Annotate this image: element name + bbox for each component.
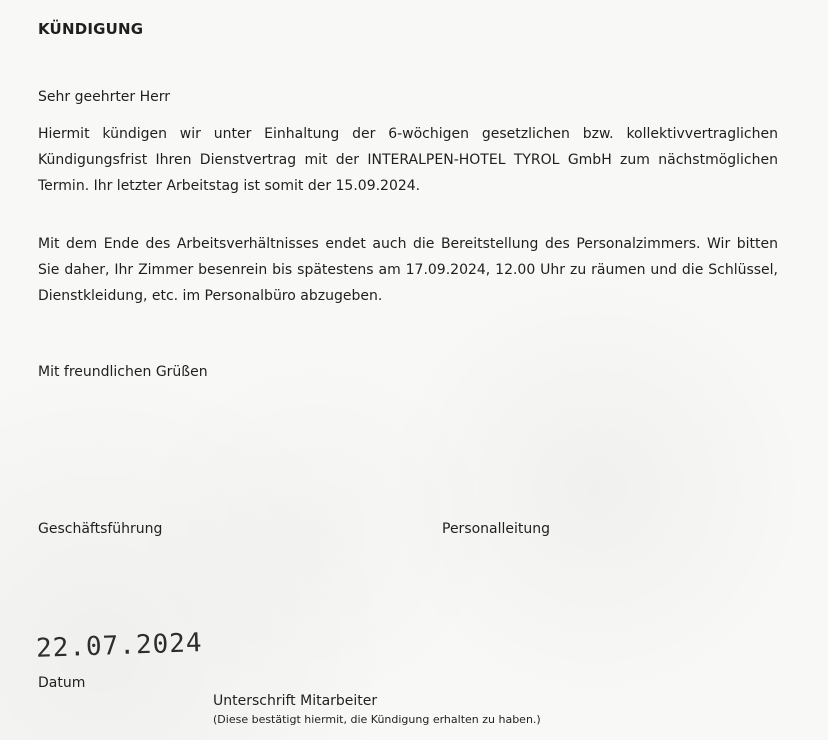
paragraph-1: Hiermit kündigen wir unter Einhaltung der 6-wöchigen gesetzlichen bzw. kollektivvertraglichen Kündigungsfrist Ihren Dienstvertrag mit der INTERALPEN-HOTEL TYROL GmbH zum nächstmöglichen Termin. Ihr letzter Arbeitstag ist somit der 15.09.2024. — [38, 126, 778, 194]
signature-label-hr: Personalleitung — [442, 521, 551, 537]
handwritten-date: 22.07.2024 — [35, 628, 204, 664]
signature-label-management: Geschäftsführung — [38, 521, 163, 537]
employee-signature-note: (Diese bestätigt hiermit, die Kündigung erhalten zu haben.) — [213, 713, 541, 726]
paragraph-2: Mit dem Ende des Arbeitsverhältnisses endet auch die Bereitstellung des Personalzimmers. Wir bitten Sie daher, Ihr Zimmer besenrein bis spätestens am 17.09.2024, 12.00 Uhr zu räumen und die Schlüssel, Dienstkleidung, etc. im Personalbüro abzugeben. — [38, 236, 778, 304]
salutation: Sehr geehrter Herr — [38, 89, 171, 105]
document-title: KÜNDIGUNG — [38, 20, 144, 38]
closing: Mit freundlichen Grüßen — [38, 364, 208, 380]
employee-signature-label: Unterschrift Mitarbeiter — [213, 693, 378, 709]
date-label: Datum — [38, 675, 86, 691]
